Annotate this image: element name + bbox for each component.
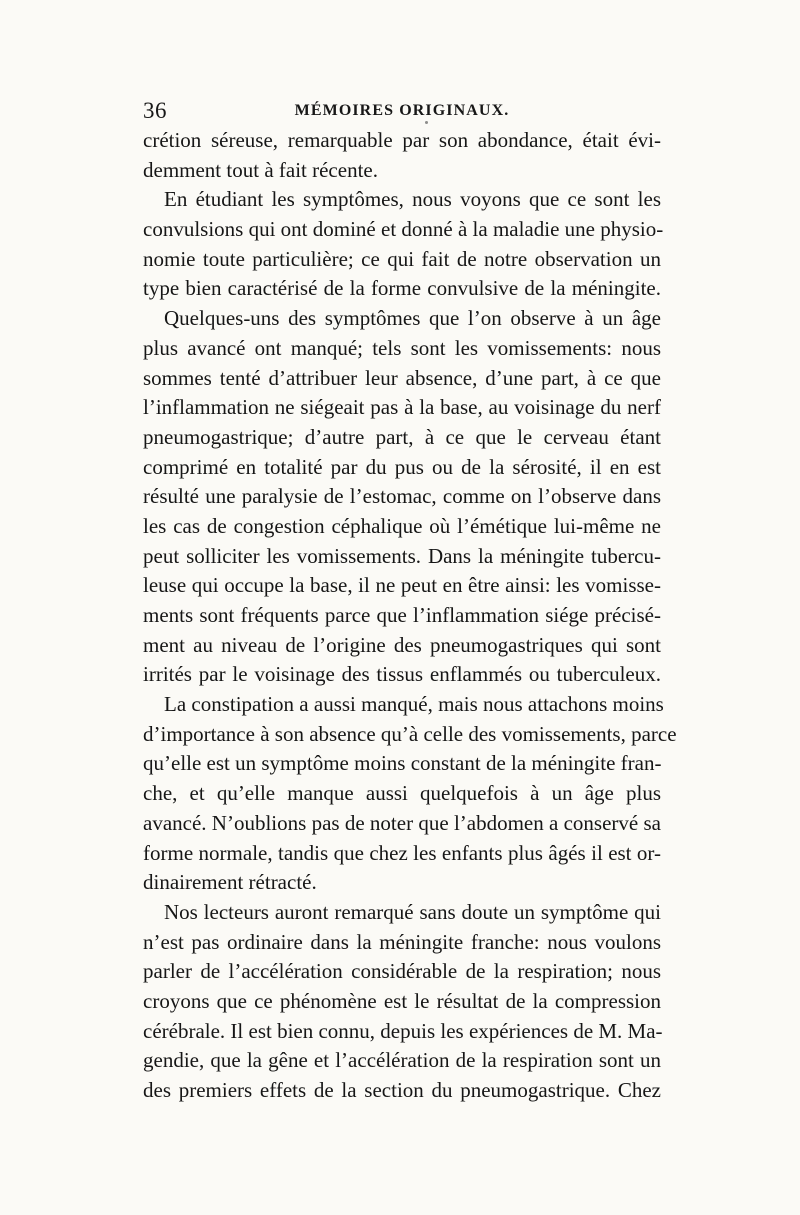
text-line: peut solliciter les vomissements. Dans la méningite tubercu- xyxy=(143,543,661,568)
text-line: demment tout à fait récente. xyxy=(143,157,378,182)
page-number: 36 xyxy=(143,98,167,123)
text-line: Nos lecteurs auront remarqué sans doute un symptôme qui xyxy=(164,899,661,924)
text-line: les cas de congestion céphalique où l’émétique lui-même ne xyxy=(143,513,661,538)
text-line: ments sont fréquents parce que l’inflammation siége précisé- xyxy=(143,603,661,627)
text-line: forme normale, tandis que chez les enfants plus âgés il est or- xyxy=(143,840,661,865)
text-line: cérébrale. Il est bien connu, depuis les expériences de M. Ma- xyxy=(143,1018,663,1043)
text-line: n’est pas ordinaire dans la méningite franche: nous voulons xyxy=(143,929,661,954)
text-line: En étudiant les symptômes, nous voyons que ce sont les xyxy=(164,187,661,212)
paragraph-3 xyxy=(143,304,661,690)
running-head xyxy=(143,98,661,124)
text-line: che, et qu’elle manque aussi quelquefois à un âge plus xyxy=(143,781,661,806)
paragraph-1 xyxy=(143,126,661,185)
text-line: type bien caractérisé de la forme convulsive de la méningite. xyxy=(143,276,661,301)
text-line: comprimé en totalité par du pus ou de la sérosité, il en est xyxy=(143,454,661,479)
text-line: dinairement rétracté. xyxy=(143,870,317,895)
text-line: irrités par le voisinage des tissus enflammés ou tuberculeux. xyxy=(143,662,661,687)
text-line: pneumogastrique; d’autre part, à ce que le cerveau étant xyxy=(143,424,661,449)
paragraph-5 xyxy=(143,898,661,1106)
text-line: d’importance à son absence qu’à celle des vomissements, parce xyxy=(143,721,677,746)
text-line: résulté une paralysie de l’estomac, comme on l’observe dans xyxy=(143,484,661,509)
text-line: Quelques-uns des symptômes que l’on observe à un âge xyxy=(164,306,661,331)
text-line: convulsions qui ont dominé et donné à la maladie une physio- xyxy=(143,217,664,242)
text-line: qu’elle est un symptôme moins constant de la méningite fran- xyxy=(143,751,662,776)
paragraph-2 xyxy=(143,185,664,304)
body-text xyxy=(143,126,677,1106)
text-line: La constipation a aussi manqué, mais nous attachons moins xyxy=(164,692,664,717)
text-line: nomie toute particulière; ce qui fait de notre observation un xyxy=(143,246,661,271)
text-line: ment au niveau de l’origine des pneumogastriques qui sont xyxy=(143,632,661,657)
text-line: l’inflammation ne siégeait pas à la base, au voisinage du nerf xyxy=(143,395,661,420)
text-line: crétion séreuse, remarquable par son abondance, était évi- xyxy=(143,128,661,152)
text-line: croyons que ce phénomène est le résultat de la compression xyxy=(143,988,661,1013)
running-title: MÉMOIRES ORIGINAUX. xyxy=(294,102,510,119)
text-line: sommes tenté d’attribuer leur absence, d’une part, à ce que xyxy=(143,365,661,390)
text-line: plus avancé ont manqué; tels sont les vomissements: nous xyxy=(143,335,661,360)
text-line: leuse qui occupe la base, il ne peut en être ainsi: les vomisse- xyxy=(143,573,661,598)
text-line: gendie, que la gêne et l’accélération de la respiration sont un xyxy=(143,1048,661,1073)
text-line: parler de l’accélération considérable de la respiration; nous xyxy=(143,959,661,984)
text-line: avancé. N’oublions pas de noter que l’abdomen a conservé sa xyxy=(143,810,661,835)
text-line: des premiers effets de la section du pneumogastrique. Chez xyxy=(143,1078,661,1102)
paragraph-4 xyxy=(143,690,677,898)
